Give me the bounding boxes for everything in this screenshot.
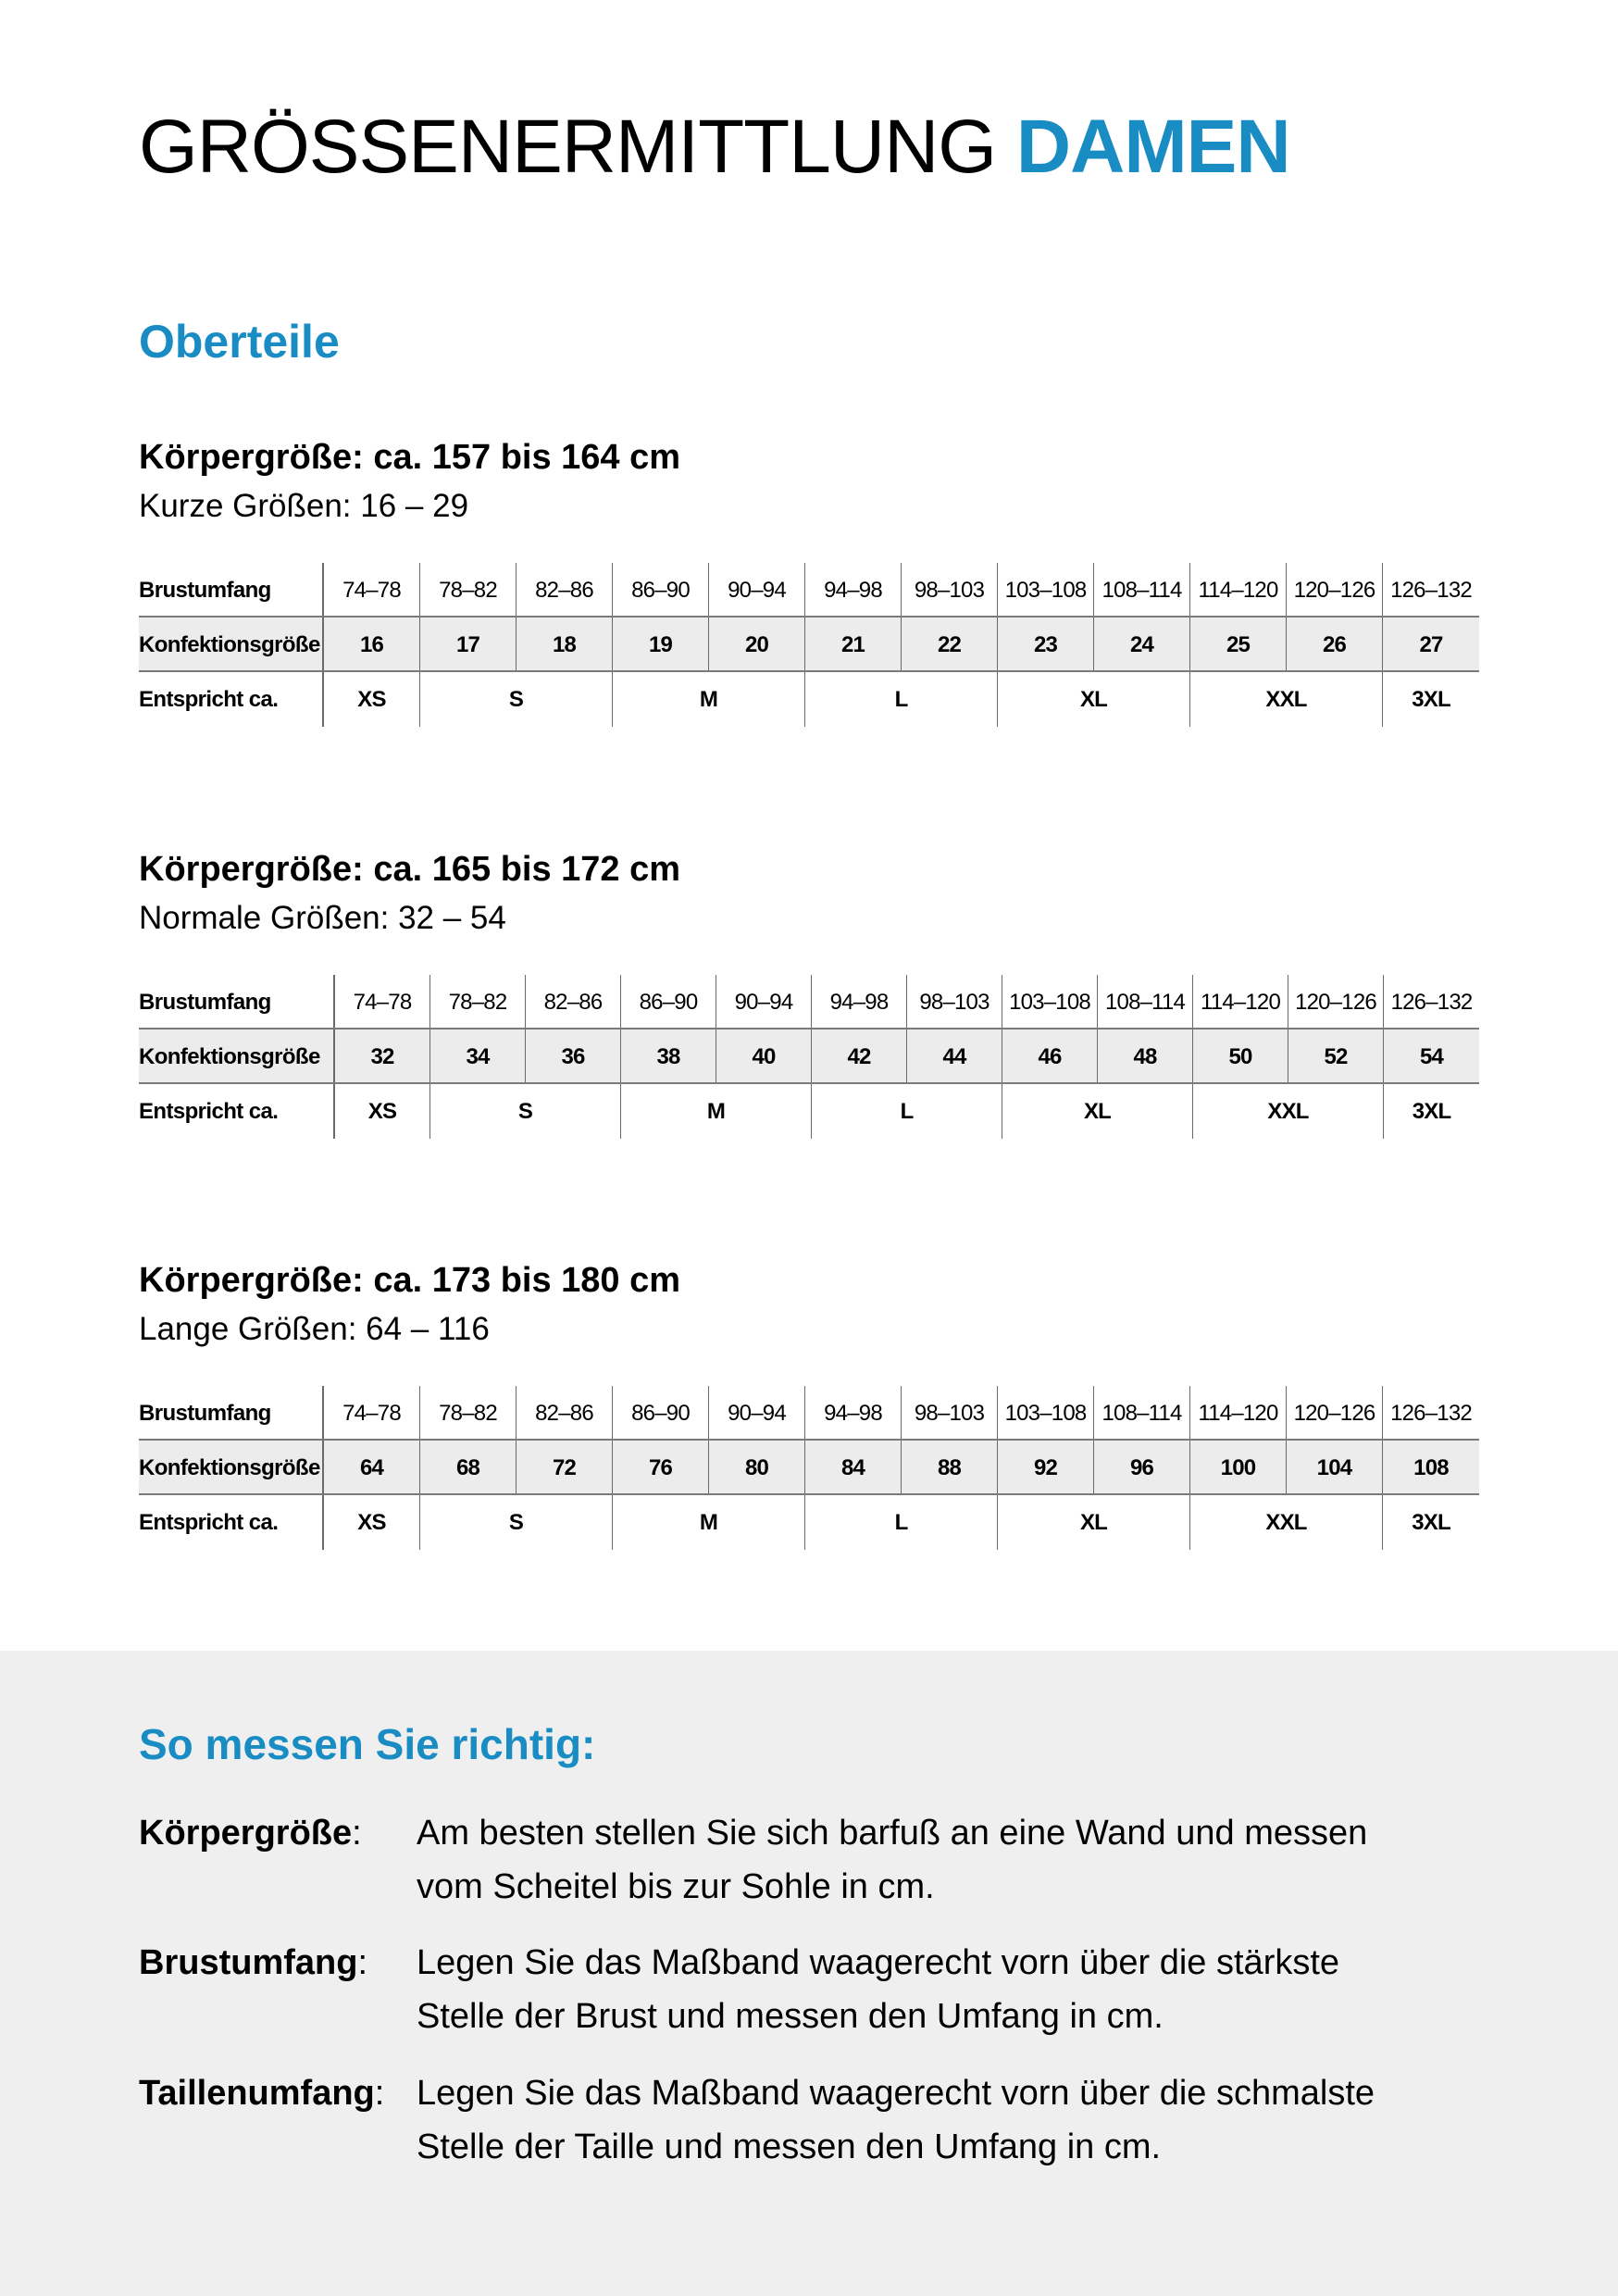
letter-size-cell: 3XL <box>1412 686 1450 712</box>
chest-cell: 90–94 <box>709 1386 805 1441</box>
letter-size-cell: M <box>621 1084 812 1139</box>
letter-size-cell: XS <box>335 1084 430 1139</box>
letter-size-cell: M <box>613 1495 805 1550</box>
chest-cell: 74–78 <box>324 563 420 618</box>
measure-term-label: Brustumfang <box>139 1943 358 1982</box>
measure-description-line: vom Scheitel bis zur Sohle in cm. <box>417 1867 935 1906</box>
page-title-light: GRÖSSENERMITTLUNG <box>139 105 997 189</box>
size-cell: 46 <box>1002 1029 1098 1084</box>
letter-size-cell: XXL <box>1190 1495 1383 1550</box>
letter-size-cell: L <box>812 1084 1002 1139</box>
size-cell: 54 <box>1419 1043 1444 1069</box>
measure-item-height <box>139 1806 1479 1914</box>
row-label-size: Konfektionsgröße <box>139 1029 335 1084</box>
size-row <box>139 1029 1479 1084</box>
block-subtitle: Lange Größen: 64 – 116 <box>139 1311 490 1347</box>
equivalent-row <box>139 672 1479 727</box>
chest-cell: 82–86 <box>517 563 613 618</box>
letter-size-cell: XS <box>324 672 420 727</box>
measure-item-waist <box>139 2066 1479 2174</box>
row-label-chest: Brustumfang <box>139 563 324 618</box>
measure-description-line: Legen Sie das Maßband waagerecht vorn über die stärkste <box>417 1943 1340 1982</box>
size-block-normal <box>139 852 1479 1139</box>
chest-cell: 90–94 <box>716 975 812 1029</box>
page-title-accent: DAMEN <box>1015 105 1290 189</box>
size-cell: 26 <box>1287 618 1383 672</box>
measure-description-line: Legen Sie das Maßband waagerecht vorn über die schmalste <box>417 2074 1375 2113</box>
size-cell: 21 <box>805 618 902 672</box>
block-heading: Körpergröße: ca. 165 bis 172 cm <box>139 850 681 889</box>
chest-cell: 98–103 <box>902 563 998 618</box>
chest-cell: 90–94 <box>709 563 805 618</box>
chest-cell: 114–120 <box>1190 563 1287 618</box>
size-table <box>139 1386 1479 1550</box>
letter-size-cell: M <box>613 672 805 727</box>
chest-cell: 108–114 <box>1094 563 1190 618</box>
chest-cell: 103–108 <box>998 1386 1094 1441</box>
letter-size-cell: L <box>805 672 998 727</box>
size-cell: 80 <box>709 1441 805 1495</box>
measuring-instructions <box>0 1651 1618 2296</box>
letter-size-cell: XL <box>998 1495 1190 1550</box>
measure-description <box>417 2066 1375 2174</box>
chest-cell: 126–132 <box>1390 989 1473 1015</box>
chest-row <box>139 1386 1479 1441</box>
measure-term-colon: : <box>374 2074 385 2113</box>
size-cell: 42 <box>812 1029 907 1084</box>
letter-size-cell: S <box>420 1495 613 1550</box>
size-table <box>139 563 1479 727</box>
chest-cell: 120–126 <box>1288 975 1384 1029</box>
size-cell: 34 <box>430 1029 526 1084</box>
letter-size-cell: XL <box>998 672 1190 727</box>
chest-row <box>139 975 1479 1029</box>
letter-size-cell: XL <box>1002 1084 1193 1139</box>
size-row <box>139 618 1479 672</box>
size-cell: 25 <box>1190 618 1287 672</box>
chest-cell: 98–103 <box>902 1386 998 1441</box>
measure-term <box>139 1806 417 1914</box>
size-cell: 32 <box>335 1029 430 1084</box>
letter-size-cell: S <box>430 1084 621 1139</box>
chest-row <box>139 563 1479 618</box>
row-label-chest: Brustumfang <box>139 975 335 1029</box>
equivalent-row <box>139 1084 1479 1139</box>
letter-size-cell: XXL <box>1190 672 1383 727</box>
row-label-size: Konfektionsgröße <box>139 1441 324 1495</box>
size-cell: 17 <box>420 618 517 672</box>
size-cell: 19 <box>613 618 709 672</box>
size-cell: 20 <box>709 618 805 672</box>
measure-term <box>139 2066 417 2174</box>
letter-size-cell: 3XL <box>1412 1509 1450 1535</box>
row-label-equivalent: Entspricht ca. <box>139 1495 324 1550</box>
measure-term <box>139 1936 417 2043</box>
size-cell: 84 <box>805 1441 902 1495</box>
size-cell: 16 <box>324 618 420 672</box>
block-heading: Körpergröße: ca. 157 bis 164 cm <box>139 438 681 477</box>
chest-cell: 120–126 <box>1287 563 1383 618</box>
size-block-short <box>139 440 1479 727</box>
chest-cell: 82–86 <box>526 975 621 1029</box>
measure-item-chest <box>139 1936 1479 2043</box>
size-cell: 22 <box>902 618 998 672</box>
size-cell: 68 <box>420 1441 517 1495</box>
chest-cell: 78–82 <box>420 563 517 618</box>
size-cell: 38 <box>621 1029 716 1084</box>
chest-cell: 126–132 <box>1390 1400 1472 1426</box>
chest-cell: 82–86 <box>517 1386 613 1441</box>
size-block-long <box>139 1263 1479 1550</box>
size-cell: 104 <box>1287 1441 1383 1495</box>
equivalent-row <box>139 1495 1479 1550</box>
chest-cell: 86–90 <box>613 563 709 618</box>
chest-cell: 108–114 <box>1098 975 1193 1029</box>
size-cell: 64 <box>324 1441 420 1495</box>
measure-term-colon: : <box>352 1814 362 1853</box>
measure-description <box>417 1806 1367 1914</box>
chest-cell: 103–108 <box>1002 975 1098 1029</box>
chest-cell: 74–78 <box>335 975 430 1029</box>
size-row <box>139 1441 1479 1495</box>
size-cell: 23 <box>998 618 1094 672</box>
measure-title: So messen Sie richtig: <box>139 1720 596 1768</box>
page-title <box>139 105 1290 189</box>
letter-size-cell: XXL <box>1193 1084 1384 1139</box>
block-heading: Körpergröße: ca. 173 bis 180 cm <box>139 1261 681 1300</box>
size-cell: 18 <box>517 618 613 672</box>
size-cell: 50 <box>1193 1029 1288 1084</box>
size-cell: 108 <box>1413 1454 1449 1480</box>
chest-cell: 108–114 <box>1094 1386 1190 1441</box>
size-cell: 40 <box>716 1029 812 1084</box>
size-cell: 36 <box>526 1029 621 1084</box>
chest-cell: 126–132 <box>1390 577 1472 603</box>
letter-size-cell: 3XL <box>1412 1098 1451 1124</box>
size-cell: 96 <box>1094 1441 1190 1495</box>
measure-description-line: Stelle der Brust und messen den Umfang in cm. <box>417 1997 1164 2036</box>
size-cell: 72 <box>517 1441 613 1495</box>
letter-size-cell: XS <box>324 1495 420 1550</box>
size-cell: 52 <box>1288 1029 1384 1084</box>
chest-cell: 78–82 <box>420 1386 517 1441</box>
chest-cell: 98–103 <box>907 975 1002 1029</box>
chest-cell: 120–126 <box>1287 1386 1383 1441</box>
row-label-chest: Brustumfang <box>139 1386 324 1441</box>
row-label-equivalent: Entspricht ca. <box>139 672 324 727</box>
chest-cell: 94–98 <box>805 563 902 618</box>
row-label-size: Konfektionsgröße <box>139 618 324 672</box>
letter-size-cell: L <box>805 1495 998 1550</box>
chest-cell: 86–90 <box>613 1386 709 1441</box>
size-cell: 48 <box>1098 1029 1193 1084</box>
size-cell: 24 <box>1094 618 1190 672</box>
chest-cell: 114–120 <box>1190 1386 1287 1441</box>
chest-cell: 86–90 <box>621 975 716 1029</box>
size-cell: 76 <box>613 1441 709 1495</box>
measure-description <box>417 1936 1339 2043</box>
measure-term-label: Körpergröße <box>139 1814 353 1853</box>
chest-cell: 74–78 <box>324 1386 420 1441</box>
size-cell: 88 <box>902 1441 998 1495</box>
size-cell: 44 <box>907 1029 1002 1084</box>
measure-description-line: Stelle der Taille und messen den Umfang in cm. <box>417 2128 1162 2166</box>
measure-term-colon: : <box>357 1943 368 1982</box>
size-cell: 27 <box>1419 631 1443 657</box>
chest-cell: 94–98 <box>812 975 907 1029</box>
chest-cell: 78–82 <box>430 975 526 1029</box>
block-subtitle: Normale Größen: 32 – 54 <box>139 900 506 936</box>
letter-size-cell: S <box>420 672 613 727</box>
size-table <box>139 975 1479 1139</box>
measure-term-label: Taillenumfang <box>139 2074 375 2113</box>
block-subtitle: Kurze Größen: 16 – 29 <box>139 488 469 524</box>
chest-cell: 114–120 <box>1193 975 1288 1029</box>
size-cell: 100 <box>1190 1441 1287 1495</box>
section-title: Oberteile <box>139 316 340 368</box>
chest-cell: 94–98 <box>805 1386 902 1441</box>
chest-cell: 103–108 <box>998 563 1094 618</box>
row-label-equivalent: Entspricht ca. <box>139 1084 335 1139</box>
measure-description-line: Am besten stellen Sie sich barfuß an eine Wand und messen <box>417 1814 1368 1853</box>
size-cell: 92 <box>998 1441 1094 1495</box>
